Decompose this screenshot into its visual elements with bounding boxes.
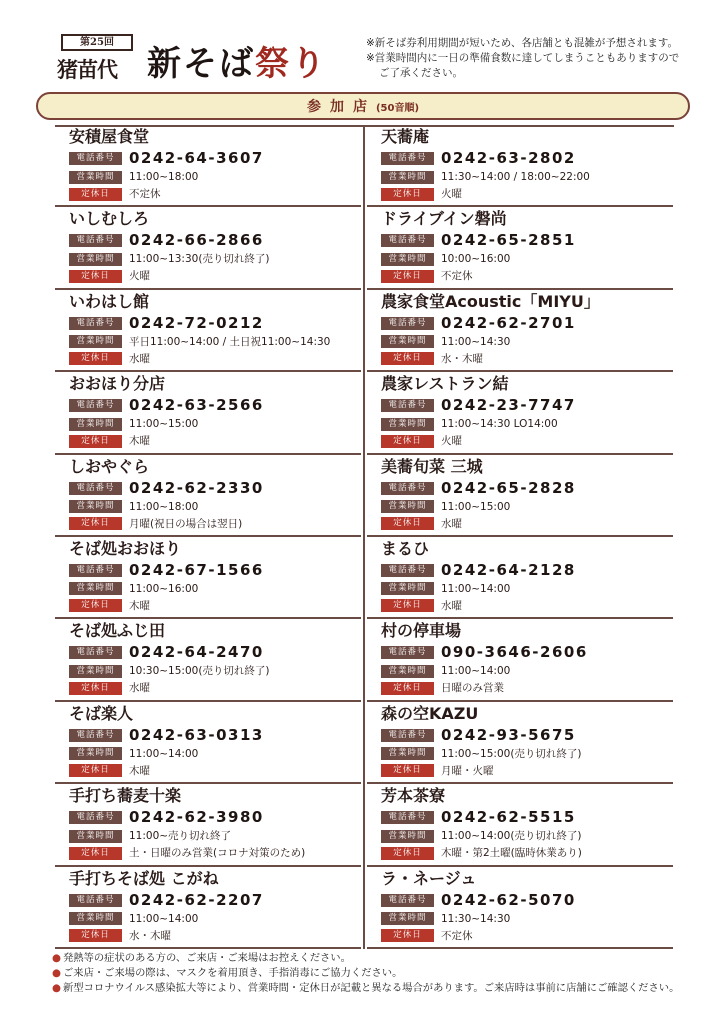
business-hours: 11:00~18:00	[129, 171, 199, 183]
closed-days: 水曜	[441, 599, 462, 612]
phone-label: 電話番号	[69, 234, 122, 247]
business-hours: 10:30~15:00(売り切れ終了)	[129, 665, 270, 678]
phone-label: 電話番号	[381, 317, 434, 330]
closed-row	[381, 763, 673, 779]
closed-days: 火曜	[129, 270, 150, 283]
business-hours: 11:30~14:30	[441, 912, 511, 925]
phone-number: 0242-64-2470	[129, 643, 264, 662]
hours-row	[381, 416, 673, 432]
shop-name: 農家食堂Acoustic「MIYU」	[381, 291, 600, 311]
shop-name: 安積屋食堂	[69, 127, 150, 146]
phone-number: 0242-62-5515	[441, 808, 576, 827]
hours-label: 営業時間	[381, 582, 434, 595]
shop-entry	[367, 537, 673, 619]
hours-row	[381, 499, 673, 515]
shop-name: そば処ふじ田	[69, 621, 166, 641]
phone-number: 0242-62-3980	[129, 808, 264, 827]
closed-days: 火曜	[441, 188, 462, 200]
shop-entry	[55, 784, 361, 866]
shop-entry	[367, 702, 673, 784]
top-notes	[366, 36, 706, 81]
phone-row	[381, 561, 673, 580]
shop-name: 天蕎庵	[381, 127, 430, 146]
top-note: ご了承ください。	[379, 67, 463, 79]
hours-row	[69, 416, 361, 432]
closed-label: 定休日	[381, 517, 434, 530]
shop-name: 村の停車場	[381, 621, 462, 641]
closed-label: 定休日	[381, 599, 434, 612]
shop-name: ドライブイン磐尚	[381, 209, 507, 229]
closed-label: 定休日	[69, 847, 122, 860]
phone-number: 0242-62-2207	[129, 890, 264, 909]
phone-row	[381, 149, 673, 168]
business-hours: 11:00~14:30 LO14:00	[441, 418, 558, 431]
shop-entry	[367, 125, 673, 207]
shop-column-right	[367, 125, 673, 949]
closed-label: 定休日	[69, 764, 122, 777]
top-note: ※新そば券利用期間が短いため、各店舗とも混雑が予想されます。	[366, 37, 679, 49]
closed-days: 月曜・火曜	[441, 764, 494, 777]
phone-label: 電話番号	[69, 811, 122, 824]
closed-row	[69, 680, 361, 696]
phone-row	[69, 479, 361, 498]
hours-label: 営業時間	[69, 912, 122, 925]
phone-label: 電話番号	[69, 729, 122, 742]
phone-row	[381, 808, 673, 827]
closed-label: 定休日	[381, 270, 434, 283]
hours-row	[381, 169, 673, 185]
closed-days: 木曜・第2土曜(臨時休業あり)	[441, 847, 582, 860]
hours-row	[69, 663, 361, 679]
shop-entry	[55, 125, 361, 207]
shop-name: 手打ちそば処 こがね	[69, 868, 219, 888]
phone-label: 電話番号	[381, 399, 434, 412]
closed-label: 定休日	[381, 929, 434, 942]
closed-row	[69, 928, 361, 944]
closed-row	[69, 433, 361, 449]
phone-number: 090-3646-2606	[441, 643, 588, 662]
closed-row	[69, 351, 361, 367]
shop-entry	[367, 784, 673, 866]
phone-label: 電話番号	[69, 482, 122, 495]
shop-entry	[55, 867, 361, 949]
phone-row	[69, 231, 361, 250]
closed-label: 定休日	[381, 764, 434, 777]
hours-row	[69, 746, 361, 762]
hours-row	[69, 581, 361, 597]
closed-row	[381, 598, 673, 614]
hours-label: 営業時間	[69, 830, 122, 843]
closed-label: 定休日	[381, 188, 434, 201]
closed-days: 月曜(祝日の場合は翌日)	[129, 517, 243, 530]
phone-label: 電話番号	[69, 564, 122, 577]
phone-row	[381, 726, 673, 745]
closed-row	[381, 433, 673, 449]
phone-label: 電話番号	[69, 317, 122, 330]
phone-number: 0242-65-2851	[441, 231, 576, 250]
section-header	[36, 92, 690, 120]
shop-name: 森の空KAZU	[381, 703, 479, 723]
closed-row	[69, 845, 361, 861]
shop-grid	[55, 125, 674, 949]
hours-label: 営業時間	[381, 665, 434, 678]
phone-label: 電話番号	[381, 894, 434, 907]
closed-label: 定休日	[69, 270, 122, 283]
closed-row	[69, 598, 361, 614]
shop-name: おおほり分店	[69, 374, 166, 394]
bullet-icon: ●	[52, 952, 61, 964]
phone-number: 0242-63-2566	[129, 396, 264, 415]
shop-entry	[367, 207, 673, 289]
section-subtitle: (50音順)	[375, 103, 420, 114]
phone-row	[381, 231, 673, 250]
hours-row	[381, 746, 673, 762]
phone-number: 0242-23-7747	[441, 396, 576, 415]
hours-label: 営業時間	[69, 335, 122, 348]
logo-title-b: 祭り	[255, 44, 327, 84]
shop-name: そば処おおほり	[69, 538, 182, 558]
column-divider	[363, 125, 365, 949]
closed-days: 水曜	[441, 517, 462, 530]
phone-number: 0242-72-0212	[129, 313, 264, 332]
bullet-icon: ●	[52, 967, 61, 979]
shop-entry	[367, 867, 673, 949]
bottom-note	[52, 966, 702, 981]
phone-number: 0242-64-3607	[129, 149, 264, 167]
closed-label: 定休日	[381, 847, 434, 860]
phone-row	[69, 891, 361, 910]
shop-entry	[55, 372, 361, 454]
phone-row	[69, 643, 361, 662]
hours-row	[69, 169, 361, 185]
closed-days: 水・木曜	[441, 352, 483, 365]
hours-row	[381, 911, 673, 927]
closed-days: 水曜	[129, 682, 150, 695]
hours-row	[381, 334, 673, 350]
logo-title-a: 新そば	[147, 44, 255, 84]
business-hours: 11:00~15:00(売り切れ終了)	[441, 747, 582, 760]
phone-label: 電話番号	[69, 399, 122, 412]
closed-row	[69, 763, 361, 779]
shop-name: まるひ	[381, 538, 430, 558]
shop-entry	[55, 537, 361, 619]
business-hours: 11:00~14:00	[129, 912, 199, 925]
hours-row	[381, 828, 673, 844]
closed-row	[69, 186, 361, 202]
business-hours: 11:00~14:00(売り切れ終了)	[441, 830, 582, 843]
hours-label: 営業時間	[381, 500, 434, 513]
phone-row	[69, 396, 361, 415]
business-hours: 11:00~売り切れ終了	[129, 830, 232, 843]
business-hours: 10:00~16:00	[441, 253, 511, 266]
bottom-note-text: ご来店・ご来場の際は、マスクを着用頂き、手指消毒にご協力ください。	[63, 967, 403, 979]
phone-label: 電話番号	[69, 152, 122, 165]
phone-number: 0242-62-2701	[441, 313, 576, 332]
hours-row	[69, 828, 361, 844]
closed-days: 不定休	[441, 270, 473, 283]
closed-days: 土・日曜のみ営業(コロナ対策のため)	[129, 847, 306, 860]
shop-name: 手打ち蕎麦十楽	[69, 786, 182, 806]
shop-column-left	[55, 125, 361, 949]
phone-row	[381, 314, 673, 333]
closed-row	[381, 516, 673, 532]
closed-label: 定休日	[69, 599, 122, 612]
shop-entry	[55, 207, 361, 289]
section-title: 参加店	[306, 99, 376, 115]
business-hours: 11:00~13:30(売り切れ終了)	[129, 253, 270, 266]
hours-label: 営業時間	[69, 747, 122, 760]
shop-entry	[367, 455, 673, 537]
header	[0, 0, 724, 92]
phone-row	[381, 396, 673, 415]
hours-label: 営業時間	[381, 830, 434, 843]
shop-name: いわはし館	[69, 291, 150, 311]
phone-number: 0242-67-1566	[129, 560, 264, 579]
hours-label: 営業時間	[69, 171, 122, 184]
hours-row	[381, 251, 673, 267]
phone-label: 電話番号	[381, 564, 434, 577]
shop-name: いしむしろ	[69, 209, 150, 229]
shop-name: しおやぐら	[69, 456, 150, 476]
closed-label: 定休日	[381, 435, 434, 448]
closed-label: 定休日	[69, 682, 122, 695]
phone-label: 電話番号	[381, 646, 434, 659]
closed-row	[69, 268, 361, 284]
bottom-note-text: 発熱等の症状のある方の、ご来店・ご来場はお控えください。	[63, 952, 351, 964]
phone-row	[69, 726, 361, 745]
phone-number: 0242-63-2802	[441, 149, 576, 167]
closed-days: 木曜	[129, 599, 150, 612]
shop-name: 美蕎旬菜 三城	[381, 456, 483, 476]
business-hours: 平日11:00~14:00 / 土日祝11:00~14:30	[129, 335, 331, 348]
phone-number: 0242-65-2828	[441, 478, 576, 497]
business-hours: 11:30~14:00 / 18:00~22:00	[441, 171, 590, 183]
phone-label: 電話番号	[69, 646, 122, 659]
phone-number: 0242-62-5070	[441, 890, 576, 909]
hours-label: 営業時間	[69, 500, 122, 513]
closed-days: 水曜	[129, 352, 150, 365]
closed-days: 不定休	[129, 188, 161, 200]
hours-row	[381, 663, 673, 679]
phone-row	[69, 149, 361, 168]
phone-row	[381, 479, 673, 498]
phone-row	[69, 314, 361, 333]
business-hours: 11:00~14:00	[129, 747, 199, 760]
closed-row	[69, 516, 361, 532]
shop-entry	[55, 702, 361, 784]
hours-label: 営業時間	[69, 418, 122, 431]
shop-name: 農家レストラン結	[381, 374, 509, 394]
phone-number: 0242-63-0313	[129, 725, 264, 744]
hours-label: 営業時間	[69, 665, 122, 678]
bottom-note-text: 新型コロナウイルス感染拡大等により、営業時間・定休日が記載と異なる場合があります。ご来店時は事前に店舗にご確認ください。	[63, 982, 680, 994]
festival-logo	[55, 34, 365, 88]
closed-row	[381, 680, 673, 696]
hours-label: 営業時間	[381, 418, 434, 431]
shop-entry	[55, 619, 361, 701]
hours-label: 営業時間	[381, 253, 434, 266]
closed-row	[381, 268, 673, 284]
shop-name: そば楽人	[69, 703, 134, 723]
phone-label: 電話番号	[69, 894, 122, 907]
closed-label: 定休日	[69, 188, 122, 201]
top-note: ※営業時間内に一日の準備食数に達してしまうこともありますので	[366, 52, 680, 64]
closed-row	[381, 928, 673, 944]
business-hours: 11:00~18:00	[129, 500, 199, 513]
logo-place: 猪苗代	[57, 57, 117, 82]
business-hours: 11:00~14:30	[441, 335, 511, 348]
business-hours: 11:00~15:00	[441, 500, 511, 513]
hours-label: 営業時間	[381, 171, 434, 184]
phone-label: 電話番号	[381, 234, 434, 247]
closed-days: 火曜	[441, 435, 462, 448]
closed-label: 定休日	[381, 352, 434, 365]
hours-row	[69, 911, 361, 927]
shop-entry	[367, 619, 673, 701]
business-hours: 11:00~14:00	[441, 582, 511, 595]
closed-row	[381, 351, 673, 367]
bullet-icon: ●	[52, 982, 61, 994]
business-hours: 11:00~16:00	[129, 582, 199, 595]
closed-days: 木曜	[129, 764, 150, 777]
business-hours: 11:00~14:00	[441, 665, 511, 678]
phone-number: 0242-62-2330	[129, 478, 264, 497]
closed-row	[381, 186, 673, 202]
shop-entry	[55, 290, 361, 372]
bottom-note	[52, 951, 702, 966]
phone-number: 0242-64-2128	[441, 560, 576, 579]
closed-row	[381, 845, 673, 861]
phone-row	[69, 561, 361, 580]
closed-days: 木曜	[129, 435, 150, 448]
phone-row	[381, 643, 673, 662]
closed-label: 定休日	[69, 929, 122, 942]
business-hours: 11:00~15:00	[129, 418, 199, 431]
closed-label: 定休日	[69, 352, 122, 365]
hours-row	[69, 251, 361, 267]
shop-entry	[55, 455, 361, 537]
phone-label: 電話番号	[381, 152, 434, 165]
hours-label: 営業時間	[381, 335, 434, 348]
closed-label: 定休日	[69, 435, 122, 448]
hours-row	[381, 581, 673, 597]
phone-number: 0242-93-5675	[441, 725, 576, 744]
hours-label: 営業時間	[381, 747, 434, 760]
shop-name: ラ・ネージュ	[381, 868, 477, 888]
shop-name: 芳本茶寮	[381, 786, 446, 806]
hours-label: 営業時間	[69, 253, 122, 266]
edition-badge: 第25回	[61, 34, 133, 51]
hours-label: 営業時間	[69, 582, 122, 595]
closed-days: 日曜のみ営業	[441, 682, 504, 695]
closed-label: 定休日	[381, 682, 434, 695]
phone-label: 電話番号	[381, 729, 434, 742]
phone-row	[381, 891, 673, 910]
logo-title	[147, 36, 327, 85]
phone-label: 電話番号	[381, 482, 434, 495]
closed-days: 水・木曜	[129, 929, 171, 942]
phone-row	[69, 808, 361, 827]
phone-number: 0242-66-2866	[129, 231, 264, 250]
hours-label: 営業時間	[381, 912, 434, 925]
bottom-notes	[52, 951, 702, 996]
shop-entry	[367, 290, 673, 372]
shop-entry	[367, 372, 673, 454]
closed-days: 不定休	[441, 929, 473, 942]
closed-label: 定休日	[69, 517, 122, 530]
phone-label: 電話番号	[381, 811, 434, 824]
hours-row	[69, 334, 361, 350]
bottom-note	[52, 981, 702, 996]
hours-row	[69, 499, 361, 515]
